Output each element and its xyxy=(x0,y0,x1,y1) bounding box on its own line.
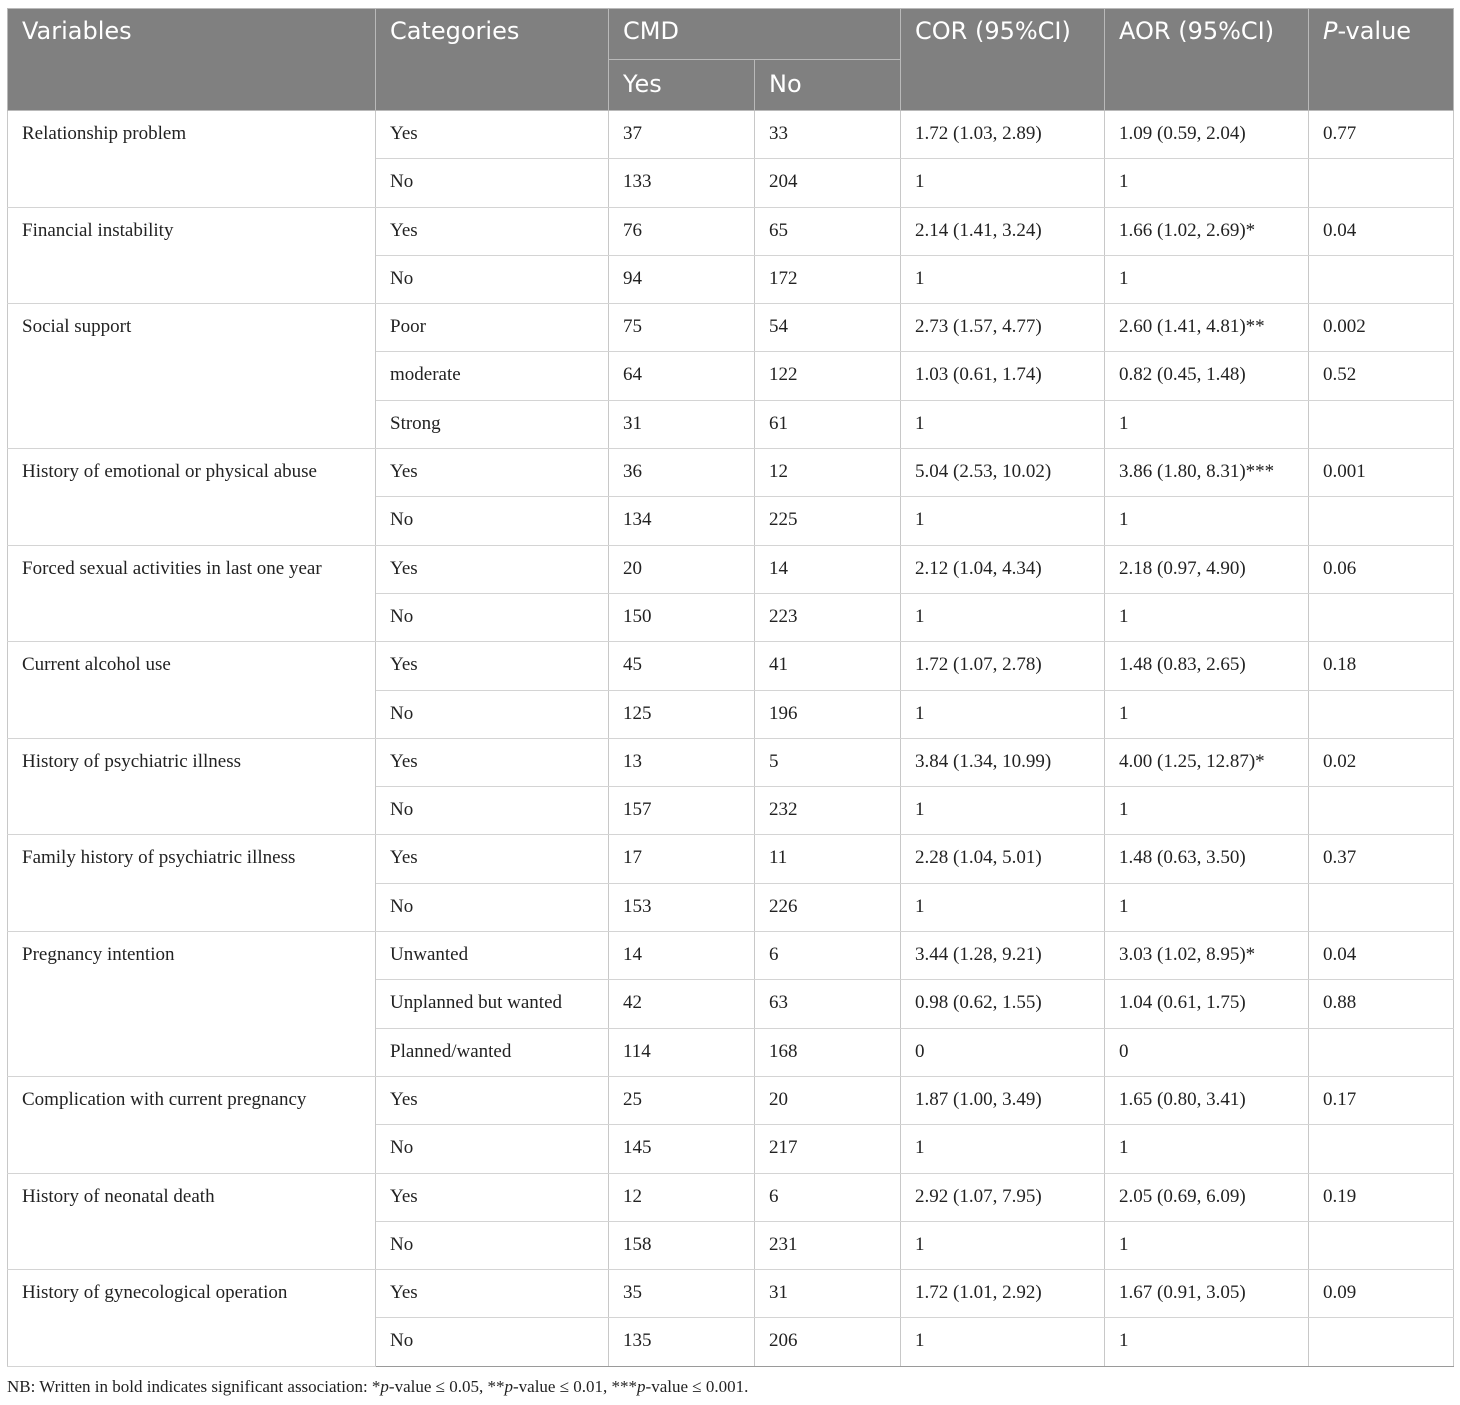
cell-cmd-no: 223 xyxy=(755,593,901,641)
cell-category: No xyxy=(376,883,609,931)
cell-aor: 1.48 (0.83, 2.65) xyxy=(1105,642,1309,690)
cell-p-value: 0.09 xyxy=(1309,1270,1454,1318)
cell-aor: 1 xyxy=(1105,159,1309,207)
cell-p-value: 0.002 xyxy=(1309,304,1454,352)
cell-category: Yes xyxy=(376,835,609,883)
cell-cmd-no: 61 xyxy=(755,400,901,448)
cell-cmd-no: 217 xyxy=(755,1125,901,1173)
footnote-tail: -value ≤ 0.001. xyxy=(645,1377,749,1396)
cell-cor: 1 xyxy=(901,883,1105,931)
cell-cmd-no: 206 xyxy=(755,1318,901,1366)
cell-p-value: 0.04 xyxy=(1309,932,1454,980)
cell-cmd-no: 5 xyxy=(755,738,901,786)
cell-p-value: 0.001 xyxy=(1309,449,1454,497)
cell-cmd-yes: 134 xyxy=(609,497,755,545)
results-table xyxy=(7,8,1454,1367)
cell-cor: 1 xyxy=(901,400,1105,448)
table-row xyxy=(8,1076,1454,1124)
cell-cor: 1 xyxy=(901,787,1105,835)
cell-category: Unwanted xyxy=(376,932,609,980)
cell-cmd-no: 31 xyxy=(755,1270,901,1318)
cell-cor: 1 xyxy=(901,497,1105,545)
cell-cor: 1 xyxy=(901,1125,1105,1173)
header-p-italic: P xyxy=(1323,17,1338,45)
cell-aor: 1 xyxy=(1105,883,1309,931)
cell-category: Yes xyxy=(376,1270,609,1318)
footnote-mid1: -value ≤ 0.05, ** xyxy=(388,1377,505,1396)
cell-p-value xyxy=(1309,400,1454,448)
cell-variable: Current alcohol use xyxy=(8,642,376,739)
cell-cmd-yes: 36 xyxy=(609,449,755,497)
table-row xyxy=(8,835,1454,883)
cell-p-value xyxy=(1309,1221,1454,1269)
cell-cmd-no: 63 xyxy=(755,980,901,1028)
cell-p-value: 0.19 xyxy=(1309,1173,1454,1221)
cell-cmd-yes: 125 xyxy=(609,690,755,738)
cell-variable: History of neonatal death xyxy=(8,1173,376,1270)
cell-cmd-no: 225 xyxy=(755,497,901,545)
cell-cor: 1 xyxy=(901,1318,1105,1366)
cell-category: Unplanned but wanted xyxy=(376,980,609,1028)
cell-cmd-yes: 76 xyxy=(609,207,755,255)
cell-cor: 1 xyxy=(901,1221,1105,1269)
cell-p-value xyxy=(1309,1125,1454,1173)
cell-aor: 1 xyxy=(1105,1125,1309,1173)
cell-cmd-yes: 31 xyxy=(609,400,755,448)
cell-cmd-no: 33 xyxy=(755,111,901,159)
cell-cmd-yes: 13 xyxy=(609,738,755,786)
cell-variable: Social support xyxy=(8,304,376,449)
cell-cor: 1 xyxy=(901,690,1105,738)
cell-p-value xyxy=(1309,593,1454,641)
header-aor: AOR (95%CI) xyxy=(1105,9,1309,111)
footnote-mid2: -value ≤ 0.01, *** xyxy=(512,1377,638,1396)
cell-cmd-no: 122 xyxy=(755,352,901,400)
cell-aor: 1 xyxy=(1105,787,1309,835)
cell-cmd-yes: 157 xyxy=(609,787,755,835)
cell-category: No xyxy=(376,593,609,641)
cell-cor: 1.72 (1.01, 2.92) xyxy=(901,1270,1105,1318)
cell-cmd-no: 196 xyxy=(755,690,901,738)
cell-cmd-no: 12 xyxy=(755,449,901,497)
cell-cmd-no: 41 xyxy=(755,642,901,690)
cell-cor: 2.28 (1.04, 5.01) xyxy=(901,835,1105,883)
cell-p-value xyxy=(1309,497,1454,545)
cell-variable: History of gynecological operation xyxy=(8,1270,376,1367)
cell-cmd-no: 11 xyxy=(755,835,901,883)
cell-category: No xyxy=(376,1125,609,1173)
footnote-p1: p xyxy=(380,1377,389,1396)
cell-p-value: 0.02 xyxy=(1309,738,1454,786)
cell-aor: 3.03 (1.02, 8.95)* xyxy=(1105,932,1309,980)
cell-p-value xyxy=(1309,1028,1454,1076)
cell-category: No xyxy=(376,159,609,207)
cell-p-value: 0.06 xyxy=(1309,545,1454,593)
cell-category: No xyxy=(376,787,609,835)
cell-cor: 2.14 (1.41, 3.24) xyxy=(901,207,1105,255)
footnote-lead: NB: Written in bold indicates significant association: * xyxy=(7,1377,381,1396)
header-cor: COR (95%CI) xyxy=(901,9,1105,111)
cell-cmd-yes: 135 xyxy=(609,1318,755,1366)
cell-cmd-yes: 37 xyxy=(609,111,755,159)
cell-cor: 3.84 (1.34, 10.99) xyxy=(901,738,1105,786)
cell-cmd-yes: 64 xyxy=(609,352,755,400)
cell-cmd-yes: 75 xyxy=(609,304,755,352)
header-cmd-no: No xyxy=(755,60,901,111)
cell-variable: Pregnancy intention xyxy=(8,932,376,1077)
cell-p-value: 0.18 xyxy=(1309,642,1454,690)
cell-variable: History of emotional or physical abuse xyxy=(8,449,376,546)
cell-cor: 1 xyxy=(901,593,1105,641)
header-p-value xyxy=(1309,9,1454,111)
cell-cor: 2.92 (1.07, 7.95) xyxy=(901,1173,1105,1221)
cell-cor: 5.04 (2.53, 10.02) xyxy=(901,449,1105,497)
cell-p-value: 0.04 xyxy=(1309,207,1454,255)
cell-variable: Financial instability xyxy=(8,207,376,304)
cell-aor: 1 xyxy=(1105,255,1309,303)
cell-cor: 2.73 (1.57, 4.77) xyxy=(901,304,1105,352)
table-row xyxy=(8,207,1454,255)
cell-cmd-no: 172 xyxy=(755,255,901,303)
cell-cmd-yes: 17 xyxy=(609,835,755,883)
cell-p-value xyxy=(1309,159,1454,207)
cell-cmd-yes: 42 xyxy=(609,980,755,1028)
cell-category: Yes xyxy=(376,1076,609,1124)
cell-category: No xyxy=(376,255,609,303)
cell-cmd-yes: 145 xyxy=(609,1125,755,1173)
cell-cor: 1.72 (1.07, 2.78) xyxy=(901,642,1105,690)
cell-category: No xyxy=(376,690,609,738)
cell-cmd-no: 14 xyxy=(755,545,901,593)
cell-category: Yes xyxy=(376,207,609,255)
cell-aor: 1 xyxy=(1105,1318,1309,1366)
header-p-suffix: -value xyxy=(1337,17,1412,45)
cell-category: Yes xyxy=(376,111,609,159)
header-cmd-yes: Yes xyxy=(609,60,755,111)
cell-cor: 1 xyxy=(901,159,1105,207)
cell-aor: 1.66 (1.02, 2.69)* xyxy=(1105,207,1309,255)
cell-category: Yes xyxy=(376,738,609,786)
cell-category: No xyxy=(376,1318,609,1366)
cell-cor: 1.03 (0.61, 1.74) xyxy=(901,352,1105,400)
cell-cmd-yes: 20 xyxy=(609,545,755,593)
cell-category: No xyxy=(376,497,609,545)
table-row xyxy=(8,304,1454,352)
cell-category: No xyxy=(376,1221,609,1269)
cell-variable: Complication with current pregnancy xyxy=(8,1076,376,1173)
cell-cor: 3.44 (1.28, 9.21) xyxy=(901,932,1105,980)
cell-p-value xyxy=(1309,883,1454,931)
cell-cor: 0.98 (0.62, 1.55) xyxy=(901,980,1105,1028)
cell-aor: 1.04 (0.61, 1.75) xyxy=(1105,980,1309,1028)
header-cmd: CMD xyxy=(609,9,901,60)
table-body xyxy=(8,111,1454,1367)
cell-cmd-no: 226 xyxy=(755,883,901,931)
cell-aor: 4.00 (1.25, 12.87)* xyxy=(1105,738,1309,786)
table-header xyxy=(8,9,1454,111)
cell-cmd-yes: 153 xyxy=(609,883,755,931)
cell-cor: 1.72 (1.03, 2.89) xyxy=(901,111,1105,159)
cell-cmd-yes: 114 xyxy=(609,1028,755,1076)
cell-cmd-no: 232 xyxy=(755,787,901,835)
cell-aor: 1 xyxy=(1105,400,1309,448)
cell-aor: 1.09 (0.59, 2.04) xyxy=(1105,111,1309,159)
cell-category: Poor xyxy=(376,304,609,352)
cell-cmd-no: 54 xyxy=(755,304,901,352)
cell-aor: 0.82 (0.45, 1.48) xyxy=(1105,352,1309,400)
cell-cmd-no: 204 xyxy=(755,159,901,207)
table-row xyxy=(8,449,1454,497)
cell-variable: Family history of psychiatric illness xyxy=(8,835,376,932)
cell-cmd-no: 6 xyxy=(755,932,901,980)
table-row xyxy=(8,1270,1454,1318)
cell-aor: 2.18 (0.97, 4.90) xyxy=(1105,545,1309,593)
cell-p-value xyxy=(1309,255,1454,303)
cell-cmd-yes: 158 xyxy=(609,1221,755,1269)
cell-category: Yes xyxy=(376,545,609,593)
cell-aor: 1.67 (0.91, 3.05) xyxy=(1105,1270,1309,1318)
cell-cmd-yes: 94 xyxy=(609,255,755,303)
table-row xyxy=(8,738,1454,786)
cell-cmd-yes: 45 xyxy=(609,642,755,690)
cell-cmd-yes: 35 xyxy=(609,1270,755,1318)
cell-category: Yes xyxy=(376,642,609,690)
cell-aor: 1 xyxy=(1105,1221,1309,1269)
cell-p-value: 0.77 xyxy=(1309,111,1454,159)
cell-aor: 1.48 (0.63, 3.50) xyxy=(1105,835,1309,883)
cell-aor: 1 xyxy=(1105,690,1309,738)
cell-cmd-yes: 150 xyxy=(609,593,755,641)
cell-p-value xyxy=(1309,1318,1454,1366)
table-row xyxy=(8,545,1454,593)
cell-cmd-no: 20 xyxy=(755,1076,901,1124)
cell-aor: 2.05 (0.69, 6.09) xyxy=(1105,1173,1309,1221)
cell-cmd-yes: 12 xyxy=(609,1173,755,1221)
cell-p-value: 0.37 xyxy=(1309,835,1454,883)
cell-aor: 1.65 (0.80, 3.41) xyxy=(1105,1076,1309,1124)
cell-cmd-yes: 133 xyxy=(609,159,755,207)
cell-cmd-no: 231 xyxy=(755,1221,901,1269)
cell-p-value: 0.17 xyxy=(1309,1076,1454,1124)
cell-category: Strong xyxy=(376,400,609,448)
footnote-p3: p xyxy=(637,1377,646,1396)
cell-variable: Relationship problem xyxy=(8,111,376,208)
table-footnote xyxy=(7,1377,748,1397)
cell-aor: 3.86 (1.80, 8.31)*** xyxy=(1105,449,1309,497)
cell-category: Planned/wanted xyxy=(376,1028,609,1076)
table-row xyxy=(8,642,1454,690)
cell-variable: History of psychiatric illness xyxy=(8,738,376,835)
cell-cor: 1 xyxy=(901,255,1105,303)
footnote-p2: p xyxy=(504,1377,513,1396)
cell-category: moderate xyxy=(376,352,609,400)
header-categories: Categories xyxy=(376,9,609,111)
cell-p-value xyxy=(1309,690,1454,738)
table-row xyxy=(8,932,1454,980)
cell-p-value xyxy=(1309,787,1454,835)
cell-aor: 1 xyxy=(1105,497,1309,545)
cell-cor: 1.87 (1.00, 3.49) xyxy=(901,1076,1105,1124)
cell-cor: 2.12 (1.04, 4.34) xyxy=(901,545,1105,593)
cell-category: Yes xyxy=(376,449,609,497)
cell-category: Yes xyxy=(376,1173,609,1221)
cell-aor: 0 xyxy=(1105,1028,1309,1076)
cell-cmd-no: 65 xyxy=(755,207,901,255)
cell-cmd-no: 6 xyxy=(755,1173,901,1221)
table-row xyxy=(8,1173,1454,1221)
cell-aor: 1 xyxy=(1105,593,1309,641)
cell-cor: 0 xyxy=(901,1028,1105,1076)
cell-cmd-yes: 14 xyxy=(609,932,755,980)
results-table-container xyxy=(7,8,1453,1367)
cell-cmd-yes: 25 xyxy=(609,1076,755,1124)
table-row xyxy=(8,111,1454,159)
cell-p-value: 0.88 xyxy=(1309,980,1454,1028)
cell-aor: 2.60 (1.41, 4.81)** xyxy=(1105,304,1309,352)
cell-p-value: 0.52 xyxy=(1309,352,1454,400)
header-variables: Variables xyxy=(8,9,376,111)
cell-variable: Forced sexual activities in last one year xyxy=(8,545,376,642)
cell-cmd-no: 168 xyxy=(755,1028,901,1076)
